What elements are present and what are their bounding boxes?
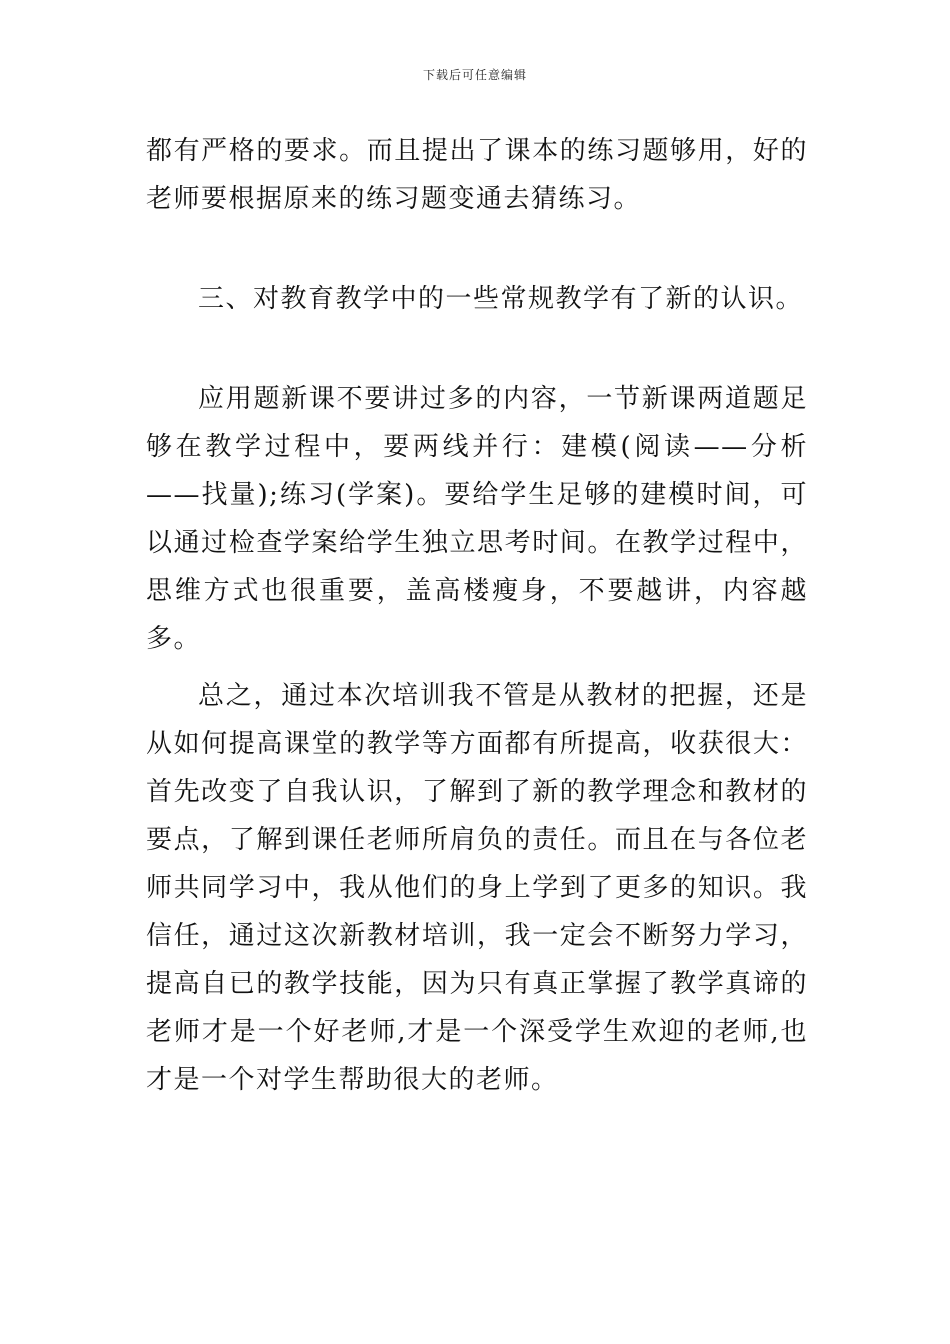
paragraph-conclusion: 总之，通过本次培训我不管是从教材的把握，还是从如何提高课堂的教学等方面都有所提高，收获很大：首先改变了自我认识，了解到了新的教学理念和教材的要点，了解到课任老师所肩负的责任。而且在与各位老师共同学习中，我从他们的身上学到了更多的知识。我信任，通过这次新教材培训，我一定会不断努力学习，提高自已的教学技能，因为只有真正掌握了教学真谛的老师才是一个好老师,才是一个深受学生欢迎的老师,也才是一个对学生帮助很大的老师。: [146, 681, 808, 1095]
section-heading-three: 三、对教育教学中的一些常规教学有了新的认识。: [198, 284, 804, 314]
paragraph-application-problems: 应用题新课不要讲过多的内容，一节新课两道题足够在教学过程中，要两线并行：建模(阅读——分析——找量);练习(学案)。要给学生足够的建模时间，可以通过检查学案给学生独立思考时间。在教学过程中，思维方式也很重要，盖高楼瘦身，不要越讲，内容越多。: [146, 384, 808, 654]
header-note: 下载后可任意编辑: [422, 68, 527, 82]
paragraph-requirements: 都有严格的要求。而且提出了课本的练习题够用，好的老师要根据原来的练习题变通去猜练习。: [146, 136, 808, 214]
